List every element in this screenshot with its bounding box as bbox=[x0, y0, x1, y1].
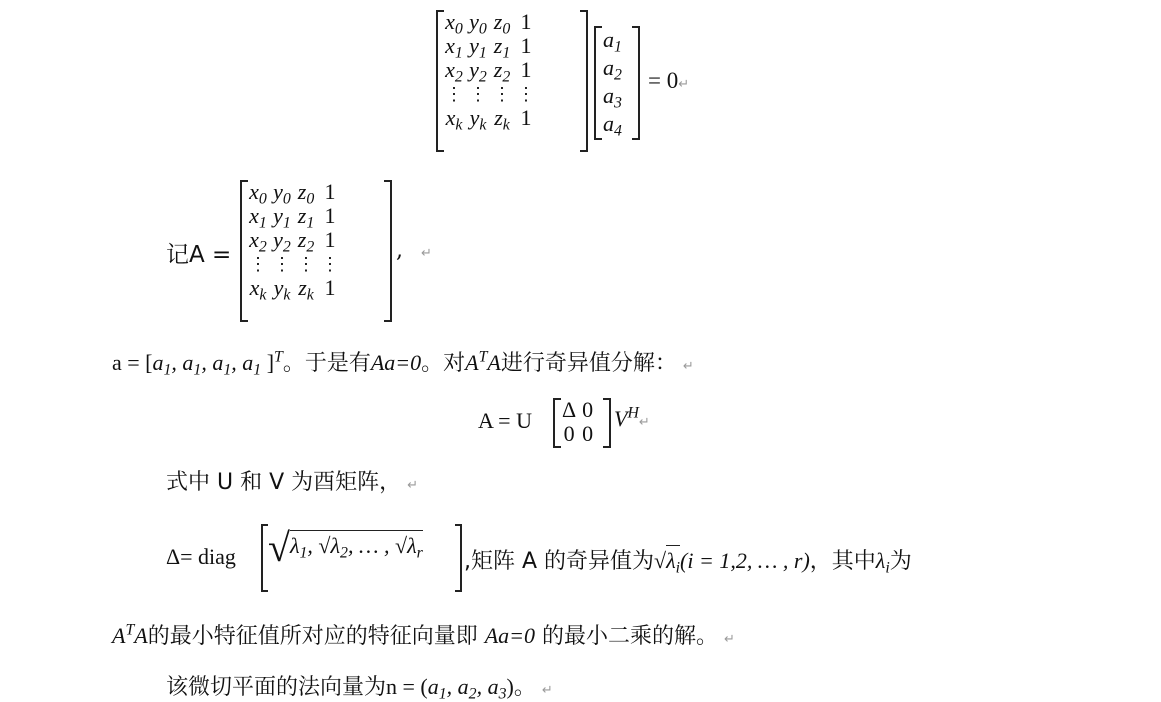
vector-a bbox=[594, 26, 640, 140]
m1-one: 1 bbox=[520, 57, 532, 82]
normal-vector-eq: $n = (a_1$, $a_2$, $a_3$) bbox=[386, 674, 514, 702]
sqrt-icon: √ bbox=[654, 548, 667, 573]
m1-x1: $x_1$ bbox=[445, 33, 463, 62]
m2-yk: $y_k$ bbox=[273, 275, 291, 304]
line-6 bbox=[166, 544, 236, 570]
paragraph-mark: ↵ bbox=[682, 359, 694, 374]
m2-vdots: ⋮ bbox=[297, 254, 315, 274]
m1-z2: $z_2$ bbox=[493, 57, 511, 86]
paragraph-mark: ↵ bbox=[678, 77, 690, 92]
svd-v: V bbox=[614, 406, 628, 431]
m2-vdots: ⋮ bbox=[321, 254, 339, 274]
m1-z0: $z_0$ bbox=[493, 9, 511, 38]
coordinate-matrix-1 bbox=[436, 10, 588, 152]
paragraph-mark: ↵ bbox=[421, 246, 432, 261]
m2-z2: $z_2$ bbox=[297, 227, 315, 256]
svd-v-sup: H bbox=[627, 404, 639, 422]
line6-range: (i = 1,2, … , r) bbox=[680, 548, 810, 573]
a-entries: $a_1$, $a_1$, $a_1$, $a_1$ bbox=[152, 350, 262, 379]
eq2-prefix-text: 记A = bbox=[166, 242, 232, 268]
eq2-comma: , bbox=[396, 238, 403, 263]
m2-z0: $z_0$ bbox=[297, 179, 315, 208]
aa0-expr: Aa=0 bbox=[370, 350, 422, 375]
m1-y2: $y_2$ bbox=[469, 57, 487, 86]
m1-vdots: ⋮ bbox=[493, 84, 511, 104]
ata-sup: T bbox=[478, 348, 488, 366]
coordinate-matrix-2 bbox=[240, 180, 392, 322]
line5-text: 式中 U 和 V 为酉矩阵， bbox=[166, 470, 402, 495]
m2-one: 1 bbox=[324, 179, 336, 204]
m1-one: 1 bbox=[520, 33, 532, 58]
sqrt-lambda-i: $√\lambda_i$ bbox=[654, 545, 680, 573]
line3-text1: 。于是有 bbox=[282, 351, 371, 376]
svd-vh bbox=[614, 406, 650, 432]
paragraph-mark: ↵ bbox=[638, 415, 650, 430]
m2-one: 1 bbox=[324, 275, 336, 300]
ata-expr-2: $A^TA$ bbox=[112, 621, 148, 648]
m1-x0: $x_0$ bbox=[445, 9, 463, 38]
eq1-rhs bbox=[648, 68, 689, 94]
vec-a1: $a_1$ bbox=[603, 27, 622, 56]
sqrt-icon: √ bbox=[395, 533, 408, 558]
svd-lhs-text: A = U bbox=[478, 408, 532, 433]
line7-text2: 的最小二乘的解。 bbox=[535, 624, 719, 649]
line-7 bbox=[112, 619, 735, 650]
vec-a2: $a_2$ bbox=[603, 55, 622, 84]
m2-vdots: ⋮ bbox=[273, 254, 291, 274]
svd-m22: 0 bbox=[582, 421, 594, 446]
line-8 bbox=[166, 670, 553, 701]
m1-zk: $z_k$ bbox=[494, 105, 510, 134]
m2-z1: $z_1$ bbox=[297, 203, 315, 232]
a-def-label: a = [ bbox=[112, 350, 153, 375]
ata-expr: $A^TA$ bbox=[465, 348, 501, 375]
m1-vdots: ⋮ bbox=[469, 84, 487, 104]
line6-text1: ,矩阵 A 的奇异值为 bbox=[464, 549, 655, 574]
m1-one: 1 bbox=[520, 9, 532, 34]
m2-y2: $y_2$ bbox=[273, 227, 291, 256]
line-3 bbox=[112, 346, 694, 377]
sqrt-icon: √ bbox=[268, 525, 290, 570]
m1-z1: $z_1$ bbox=[493, 33, 511, 62]
delta-diag: Δ= diag bbox=[166, 544, 236, 569]
m1-vdots: ⋮ bbox=[445, 84, 463, 104]
sqrt-content: $\lambda_1$, $√\lambda_2$, … , $√\lambda_r$ bbox=[290, 530, 423, 558]
svd-m11: Δ bbox=[562, 397, 577, 422]
svd-lhs bbox=[478, 408, 532, 434]
m1-y0: $y_0$ bbox=[469, 9, 487, 38]
eq2-suffix bbox=[396, 238, 432, 263]
line6-text3: 为 bbox=[889, 549, 912, 574]
transpose-sup: T bbox=[274, 348, 283, 366]
paragraph-mark: ↵ bbox=[407, 478, 419, 493]
line3-text3: 进行奇异值分解： bbox=[500, 351, 677, 376]
m2-x2: $x_2$ bbox=[249, 227, 267, 256]
m1-xk: $x_k$ bbox=[445, 105, 463, 134]
paragraph-mark: ↵ bbox=[724, 632, 735, 647]
vec-a4: $a_4$ bbox=[603, 111, 622, 140]
line7-text1: 的最小特征值所对应的特征向量即 bbox=[147, 624, 485, 649]
paragraph-mark: ↵ bbox=[541, 683, 553, 698]
m2-y0: $y_0$ bbox=[273, 179, 291, 208]
vec-a3: $a_3$ bbox=[603, 83, 622, 112]
svd-m12: 0 bbox=[582, 397, 594, 422]
diag-bracket-left bbox=[261, 524, 268, 592]
line-5 bbox=[166, 465, 418, 496]
lambda-i: $\lambda_i$ bbox=[875, 548, 890, 577]
line6-text2: ，其中 bbox=[809, 549, 876, 574]
m1-yk: $y_k$ bbox=[469, 105, 487, 134]
diag-content bbox=[268, 525, 423, 570]
m2-one: 1 bbox=[324, 227, 336, 252]
m2-x0: $x_0$ bbox=[249, 179, 267, 208]
m1-one: 1 bbox=[520, 105, 532, 130]
diag-bracket-right bbox=[455, 524, 462, 592]
m1-vdots: ⋮ bbox=[517, 84, 535, 104]
eq2-prefix bbox=[166, 236, 231, 269]
m1-x2: $x_2$ bbox=[445, 57, 463, 86]
line8-text: 该微切平面的法向量为 bbox=[166, 675, 387, 700]
a-close-bracket: ] bbox=[266, 350, 275, 375]
line3-text2: 。对 bbox=[421, 351, 466, 376]
line7-aa0: Aa=0 bbox=[484, 623, 536, 648]
line-6-rest bbox=[464, 544, 912, 575]
eq1-rhs-text: = 0 bbox=[648, 68, 679, 93]
m1-y1: $y_1$ bbox=[469, 33, 487, 62]
svd-block-matrix bbox=[553, 398, 611, 448]
m2-vdots: ⋮ bbox=[249, 254, 267, 274]
m2-xk: $x_k$ bbox=[249, 275, 267, 304]
m2-x1: $x_1$ bbox=[249, 203, 267, 232]
svd-m21: 0 bbox=[563, 421, 575, 446]
sqrt-icon: √ bbox=[318, 533, 331, 558]
line8-end: 。 bbox=[513, 675, 536, 700]
m2-zk: $z_k$ bbox=[298, 275, 314, 304]
m2-y1: $y_1$ bbox=[273, 203, 291, 232]
m2-one: 1 bbox=[324, 203, 336, 228]
